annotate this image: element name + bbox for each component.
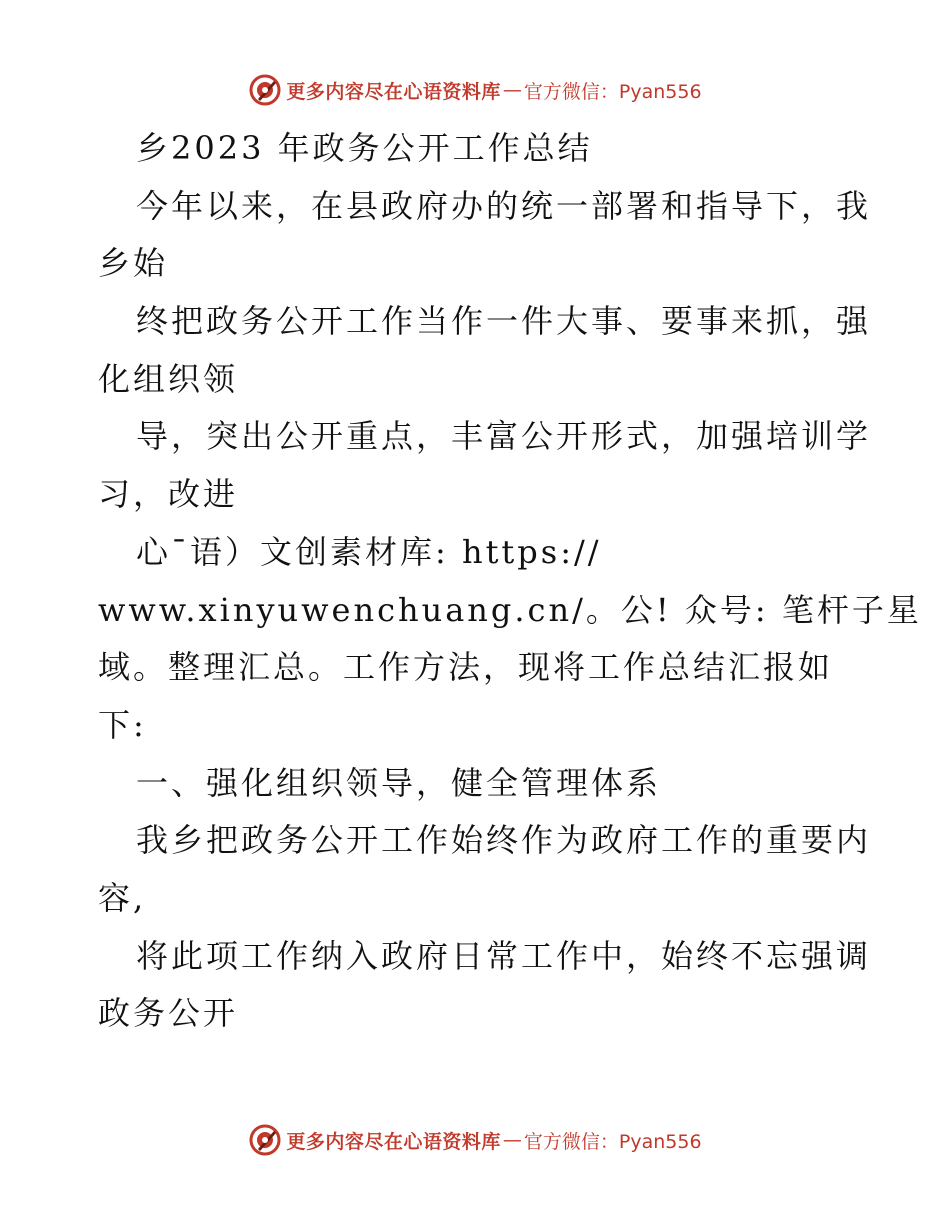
paragraph-line: 今年以来，在县政府办的统一部署和指导下，我 (136, 186, 872, 225)
banner-text: 更多内容尽在心语资料库 (286, 1130, 501, 1153)
banner-separator: — (502, 79, 522, 101)
footer-banner (0, 1120, 950, 1160)
paragraph-line: 习，改进 (98, 475, 239, 514)
paragraph-line: 下: (98, 705, 147, 744)
banner-separator: — (502, 1129, 522, 1151)
paragraph-line: 化组织领 (98, 359, 239, 398)
banner-wechat: 官方微信：Pyan556 (523, 1130, 702, 1153)
pen-logo-icon (248, 1123, 282, 1157)
pen-logo-icon (248, 73, 282, 107)
paragraph-line: 心¯语）文创素材库: https:// (136, 532, 602, 571)
paragraph-line: 我乡把政务公开工作始终作为政府工作的重要内 (136, 821, 872, 860)
paragraph-line: www.xinyuwenchuang.cn/。公! 众号: 笔杆子星 (98, 590, 922, 629)
paragraph-line: 域。整理汇总。工作方法，现将工作总结汇报如 (98, 648, 834, 687)
banner-text: 更多内容尽在心语资料库 (286, 80, 501, 103)
paragraph-line: 乡始 (98, 244, 169, 283)
paragraph-line: 容, (98, 878, 147, 917)
section-heading: 一、强化组织领导，健全管理体系 (136, 763, 662, 802)
paragraph-line: 政务公开 (98, 994, 239, 1033)
paragraph-line: 将此项工作纳入政府日常工作中，始终不忘强调 (136, 936, 872, 975)
paragraph-line: 导，突出公开重点，丰富公开形式，加强培训学 (136, 417, 872, 456)
document-body (98, 120, 922, 1043)
document-title: 乡2023 年政务公开工作总结 (136, 129, 593, 167)
paragraph-line: 终把政务公开工作当作一件大事、要事来抓，强 (136, 302, 872, 341)
banner-wechat: 官方微信：Pyan556 (523, 80, 702, 103)
header-banner (0, 70, 950, 110)
